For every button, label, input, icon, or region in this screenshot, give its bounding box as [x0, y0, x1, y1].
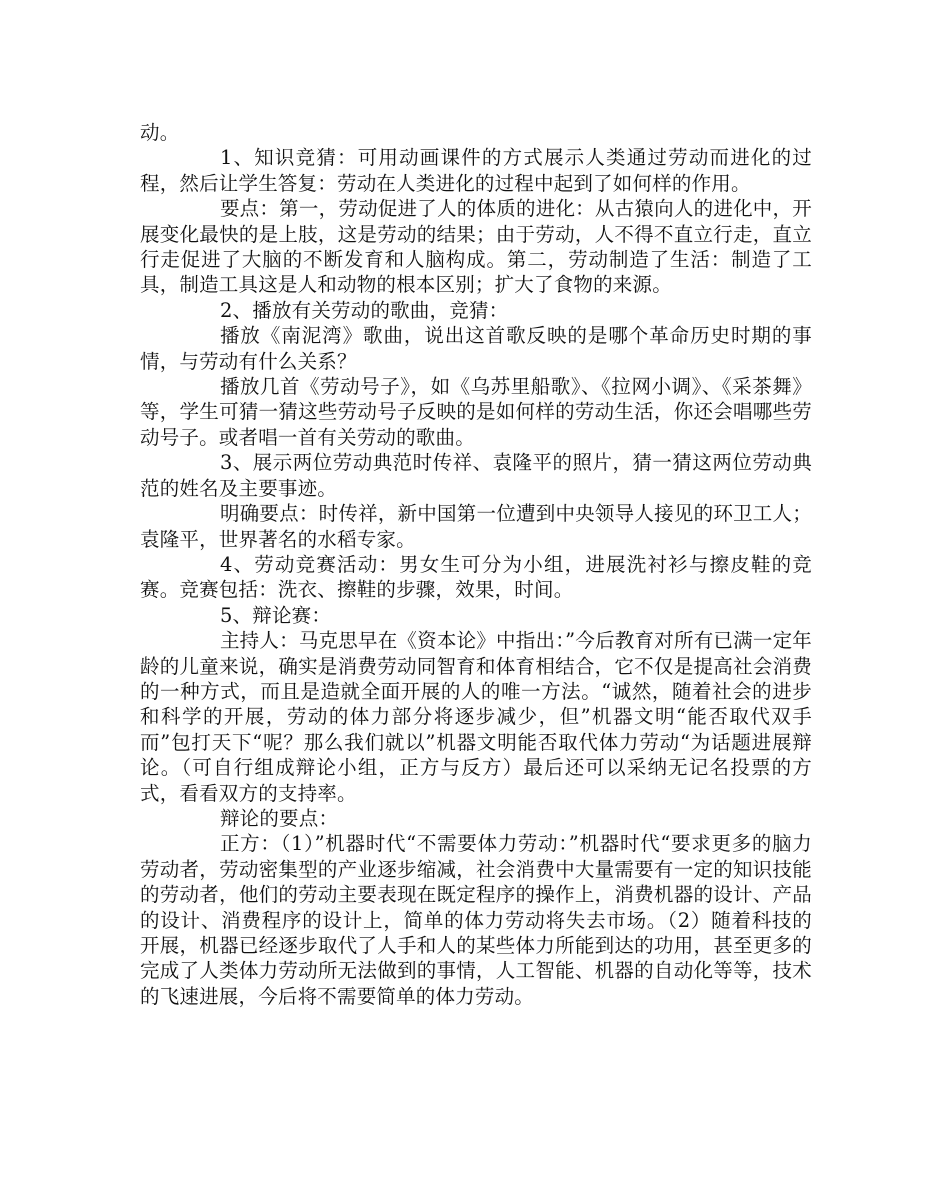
paragraph-debate-points: 辩论的要点：: [219, 806, 339, 830]
paragraph-debate-heading: 5、辩论赛：: [219, 603, 332, 627]
paragraph-key-points: 要点：第一，劳动促进了人的体质的进化：从古猿向人的进化中，开展变化最快的是上肢，这是劳动的结果；由于劳动，人不得不直立行走，直立行走促进了大脑的不断发育和人脑构成。第二，劳动制造了生活：制造了工具，制造工具这是人和动物的根本区别；扩大了食物的来源。: [140, 197, 812, 297]
paragraph-host: 主持人：马克思早在《资本论》中指出：”今后教育对所有已满一定年龄的儿童来说，确实是消费劳动同智育和体育相结合，它不仅是提高社会消费的一种方式，而且是造就全面开展的人的唯一方法。“诚然，随着社会的进步和科学的开展，劳动的体力部分将逐步减少，但”机器文明“能否取代双手而”包打天下“呢？那么我们就以”机器文明能否取代体力劳动“为话题进展辩论。（可自行组成辩论小组，正方与反方）最后还可以采纳无记名投票的方式，看看双方的支持率。: [140, 629, 812, 805]
paragraph-nanniwan: 播放《南泥湾》歌曲，说出这首歌反映的是哪个革命历史时期的事情，与劳动有什么关系？: [140, 324, 812, 373]
paragraph-knowledge-quiz: 1、知识竞猜：可用动画课件的方式展示人类通过劳动而进化的过程，然后让学生答复：劳动在人类进化的过程中起到了如何样的作用。: [140, 146, 812, 195]
paragraph-work-songs: 播放几首《劳动号子》，如《乌苏里船歌》、《拉网小调》、《采茶舞》等，学生可猜一猜这些劳动号子反映的是如何样的劳动生活，你还会唱哪些劳动号子。或者唱一首有关劳动的歌曲。: [140, 375, 812, 449]
paragraph-affirmative: 正方：（1）”机器时代“不需要体力劳动：”机器时代“要求更多的脑力劳动者，劳动密集型的产业逐步缩减，社会消费中大量需要有一定的知识技能的劳动者，他们的劳动主要表现在既定程序的操作上，消费机器的设计、产品的设计、消费程序的设计上，简单的体力劳动将失去市场。（2）随着科技的开展，机器已经逐步取代了人手和人的某些体力所能到达的功用，甚至更多的完成了人类体力劳动所无法做到的事情，人工智能、机器的自动化等等，技术的飞速进展，今后将不需要简单的体力劳动。: [140, 832, 812, 1008]
document-page: [140, 120, 812, 1009]
paragraph-song-quiz: 2、播放有关劳动的歌曲，竞猜：: [219, 298, 509, 322]
paragraph-continuation: 动。: [140, 121, 180, 144]
paragraph-labor-models: 3、展示两位劳动典范时传祥、袁隆平的照片，猜一猜这两位劳动典范的姓名及主要事迹。: [140, 451, 812, 500]
paragraph-clear-points: 明确要点：时传祥，新中国第一位遭到中央领导人接见的环卫工人；袁隆平，世界著名的水稻专家。: [140, 502, 812, 551]
paragraph-labor-contest: 4、劳动竞赛活动：男女生可分为小组，进展洗衬衫与擦皮鞋的竞赛。竞赛包括：洗衣、擦鞋的步骤，效果，时间。: [140, 552, 812, 602]
